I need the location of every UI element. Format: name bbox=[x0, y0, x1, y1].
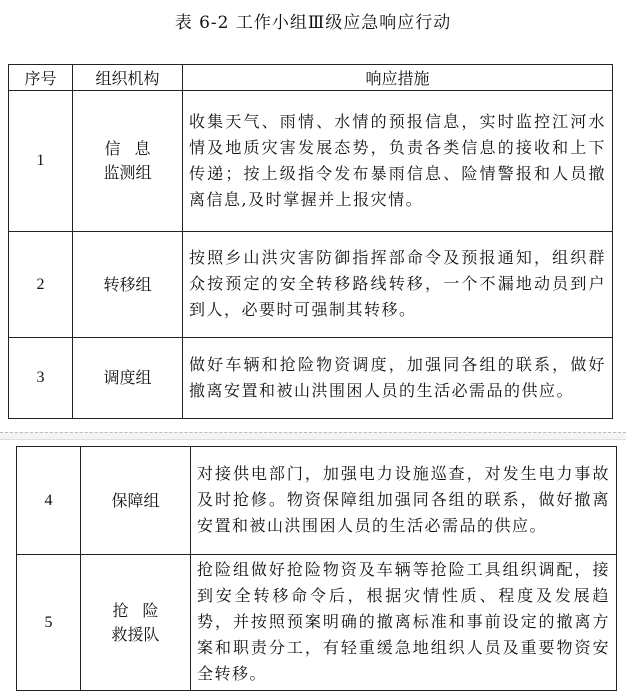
table-row bbox=[9, 338, 613, 419]
table-row bbox=[9, 232, 613, 338]
row-number: 5 bbox=[17, 555, 81, 691]
table-header-row bbox=[9, 65, 613, 91]
response-table-part1 bbox=[8, 64, 613, 419]
row-number: 3 bbox=[9, 338, 73, 419]
header-no: 序号 bbox=[9, 65, 73, 91]
page-break-divider bbox=[0, 432, 626, 440]
measure-cell: 抢险组做好抢险物资及车辆等抢险工具组织调配，接到安全转移命令后，根据灾情性质、程度及发展趋势，并按照预案明确的撤离标准和事前设定的撤离方案和职责分工，有轻重缓急地组织人员及重要物资安全转移。 bbox=[191, 555, 617, 691]
org-cell bbox=[73, 338, 183, 419]
org-name-line1: 转移组 bbox=[103, 274, 152, 294]
org-cell bbox=[73, 232, 183, 338]
org-cell bbox=[81, 555, 191, 691]
response-table-part2 bbox=[16, 446, 617, 691]
row-number: 2 bbox=[9, 232, 73, 338]
org-name-line1: 保障组 bbox=[111, 490, 160, 510]
org-cell bbox=[81, 447, 191, 555]
measure-cell: 对接供电部门，加强电力设施巡查，对发生电力事故及时抢修。物资保障组加强同各组的联系，做好撤离安置和被山洪围困人员的生活必需品的供应。 bbox=[191, 447, 617, 555]
org-name-line2: 救援队 bbox=[111, 624, 160, 644]
table-row bbox=[17, 447, 617, 555]
org-name-line1: 抢险 bbox=[112, 600, 173, 620]
org-name-line2: 监测组 bbox=[103, 163, 152, 182]
measure-cell: 收集天气、雨情、水情的预报信息，实时监控江河水情及地质灾害发展态势，负责各类信息的接收和上下传递；按上级指令发布暴雨信息、险情警报和人员撤离信息,及时掌握并上报灾情。 bbox=[183, 91, 613, 232]
row-number: 1 bbox=[9, 91, 73, 232]
header-org: 组织机构 bbox=[73, 65, 183, 91]
table-title: 表 6-2 工作小组Ⅲ级应急响应行动 bbox=[174, 13, 452, 33]
org-name-line1: 信息 bbox=[104, 139, 165, 158]
org-cell bbox=[73, 91, 183, 232]
measure-cell: 做好车辆和抢险物资调度，加强同各组的联系，做好撤离安置和被山洪围困人员的生活必需品的供应。 bbox=[183, 338, 613, 419]
table-row bbox=[17, 555, 617, 691]
org-name-line1: 调度组 bbox=[103, 368, 152, 387]
table-row bbox=[9, 91, 613, 232]
row-number: 4 bbox=[17, 447, 81, 555]
measure-cell: 按照乡山洪灾害防御指挥部命令及预报通知，组织群众按预定的安全转移路线转移，一个不漏地动员到户到人，必要时可强制其转移。 bbox=[183, 232, 613, 338]
header-measure: 响应措施 bbox=[183, 65, 613, 91]
